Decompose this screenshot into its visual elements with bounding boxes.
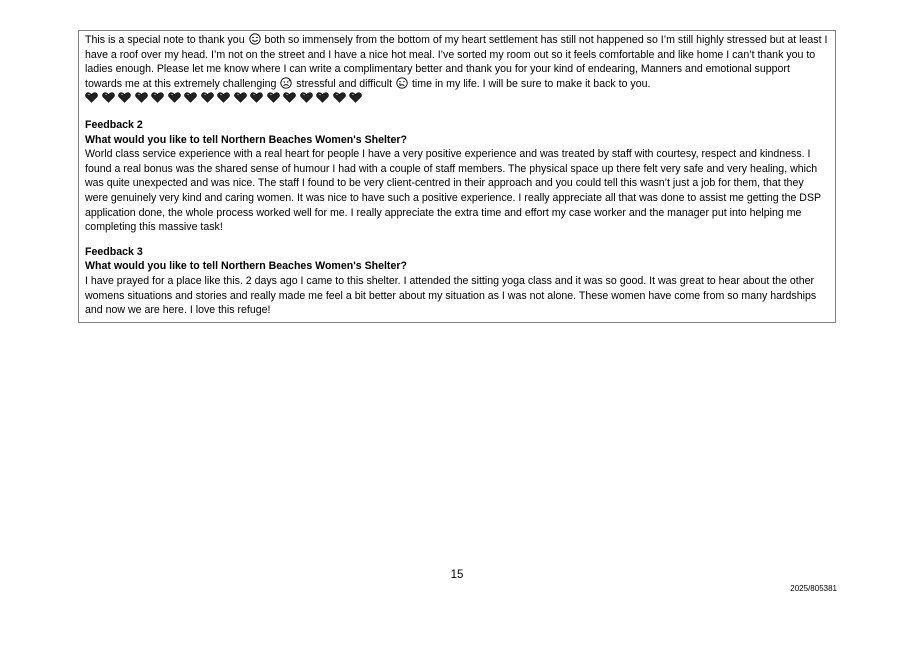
black-heart-icon	[85, 92, 98, 103]
black-heart-icon	[135, 92, 148, 103]
black-heart-icon	[234, 92, 247, 103]
feedback-2-answer: World class service experience with a real heart for people I have a very positive experience and was treated by staff with courtesy, respect and kindness. I found a real bonus was the shared sense of humour I had with a couple of staff members. The physical space up there felt very safe and very healing, which was quite unexpected and was nice. The staff I found to be very client-centred in their approach and you could tell this wasn’t just a job for them, that they were genuinely very kind and caring women. It was nice to have such a positive experience. I really appreciate all that was done to assist me getting the DSP application done, the whole process worked well for me. I really appreciate the extra time and effort my case worker and the manager put into helping me completing this massive task!	[85, 148, 821, 234]
feedback-box	[78, 30, 836, 323]
crying-face-icon	[396, 77, 408, 89]
black-heart-icon	[349, 92, 362, 103]
feedback-3-answer: I have prayed for a place like this. 2 days ago I came to this shelter. I attended the sitting yoga class and it was so good. It was great to hear about the other womens situations and stories and really made me feel a bit better about my situation as I was not alone. These women have come from so many hardships and now we are here. I love this refuge!	[85, 274, 817, 317]
smiling-face-icon	[249, 33, 261, 45]
feedback-2-heading: Feedback 2	[85, 118, 143, 131]
black-heart-icon	[316, 92, 329, 103]
note-text-1: This is a special note to thank you	[85, 34, 245, 46]
page-number: 15	[450, 569, 464, 581]
feedback-3-section	[85, 245, 828, 318]
feedback-2-question: What would you like to tell Northern Beaches Women's Shelter?	[85, 133, 407, 146]
note-text-2: both so immensely from the bottom of my heart settlement has still not happened so I’m still highly stressed but at least I have a roof over my head. I’m not on the street and I have a nice hot meal. I’ve sorted my room out so it feels comfortable and like home I can’t thank you to ladies enough. Please let me know where I can write a complimentary better and thank you for your kind of endearing, Manners and emotional support towards me at this extremely challenging	[85, 34, 828, 90]
hearts-row	[85, 92, 366, 108]
feedback-2-section	[85, 118, 828, 235]
feedback-3-heading: Feedback 3	[85, 245, 143, 258]
feedback-3-question: What would you like to tell Northern Beaches Women's Shelter?	[85, 260, 407, 273]
black-heart-icon	[217, 92, 230, 103]
black-heart-icon	[151, 92, 164, 103]
thank-you-note	[85, 33, 828, 108]
note-text-4: time in my life. I will be sure to make it back to you.	[411, 77, 651, 90]
black-heart-icon	[267, 92, 280, 103]
black-heart-icon	[250, 92, 263, 103]
document-reference: 2025/805381	[790, 584, 837, 593]
anxious-face-icon	[280, 77, 292, 89]
black-heart-icon	[118, 92, 131, 103]
black-heart-icon	[184, 92, 197, 103]
black-heart-icon	[300, 92, 313, 103]
black-heart-icon	[333, 92, 346, 103]
black-heart-icon	[201, 92, 214, 103]
note-text-3: stressful and difficult	[296, 77, 393, 90]
black-heart-icon	[168, 92, 181, 103]
black-heart-icon	[102, 92, 115, 103]
black-heart-icon	[283, 92, 296, 103]
